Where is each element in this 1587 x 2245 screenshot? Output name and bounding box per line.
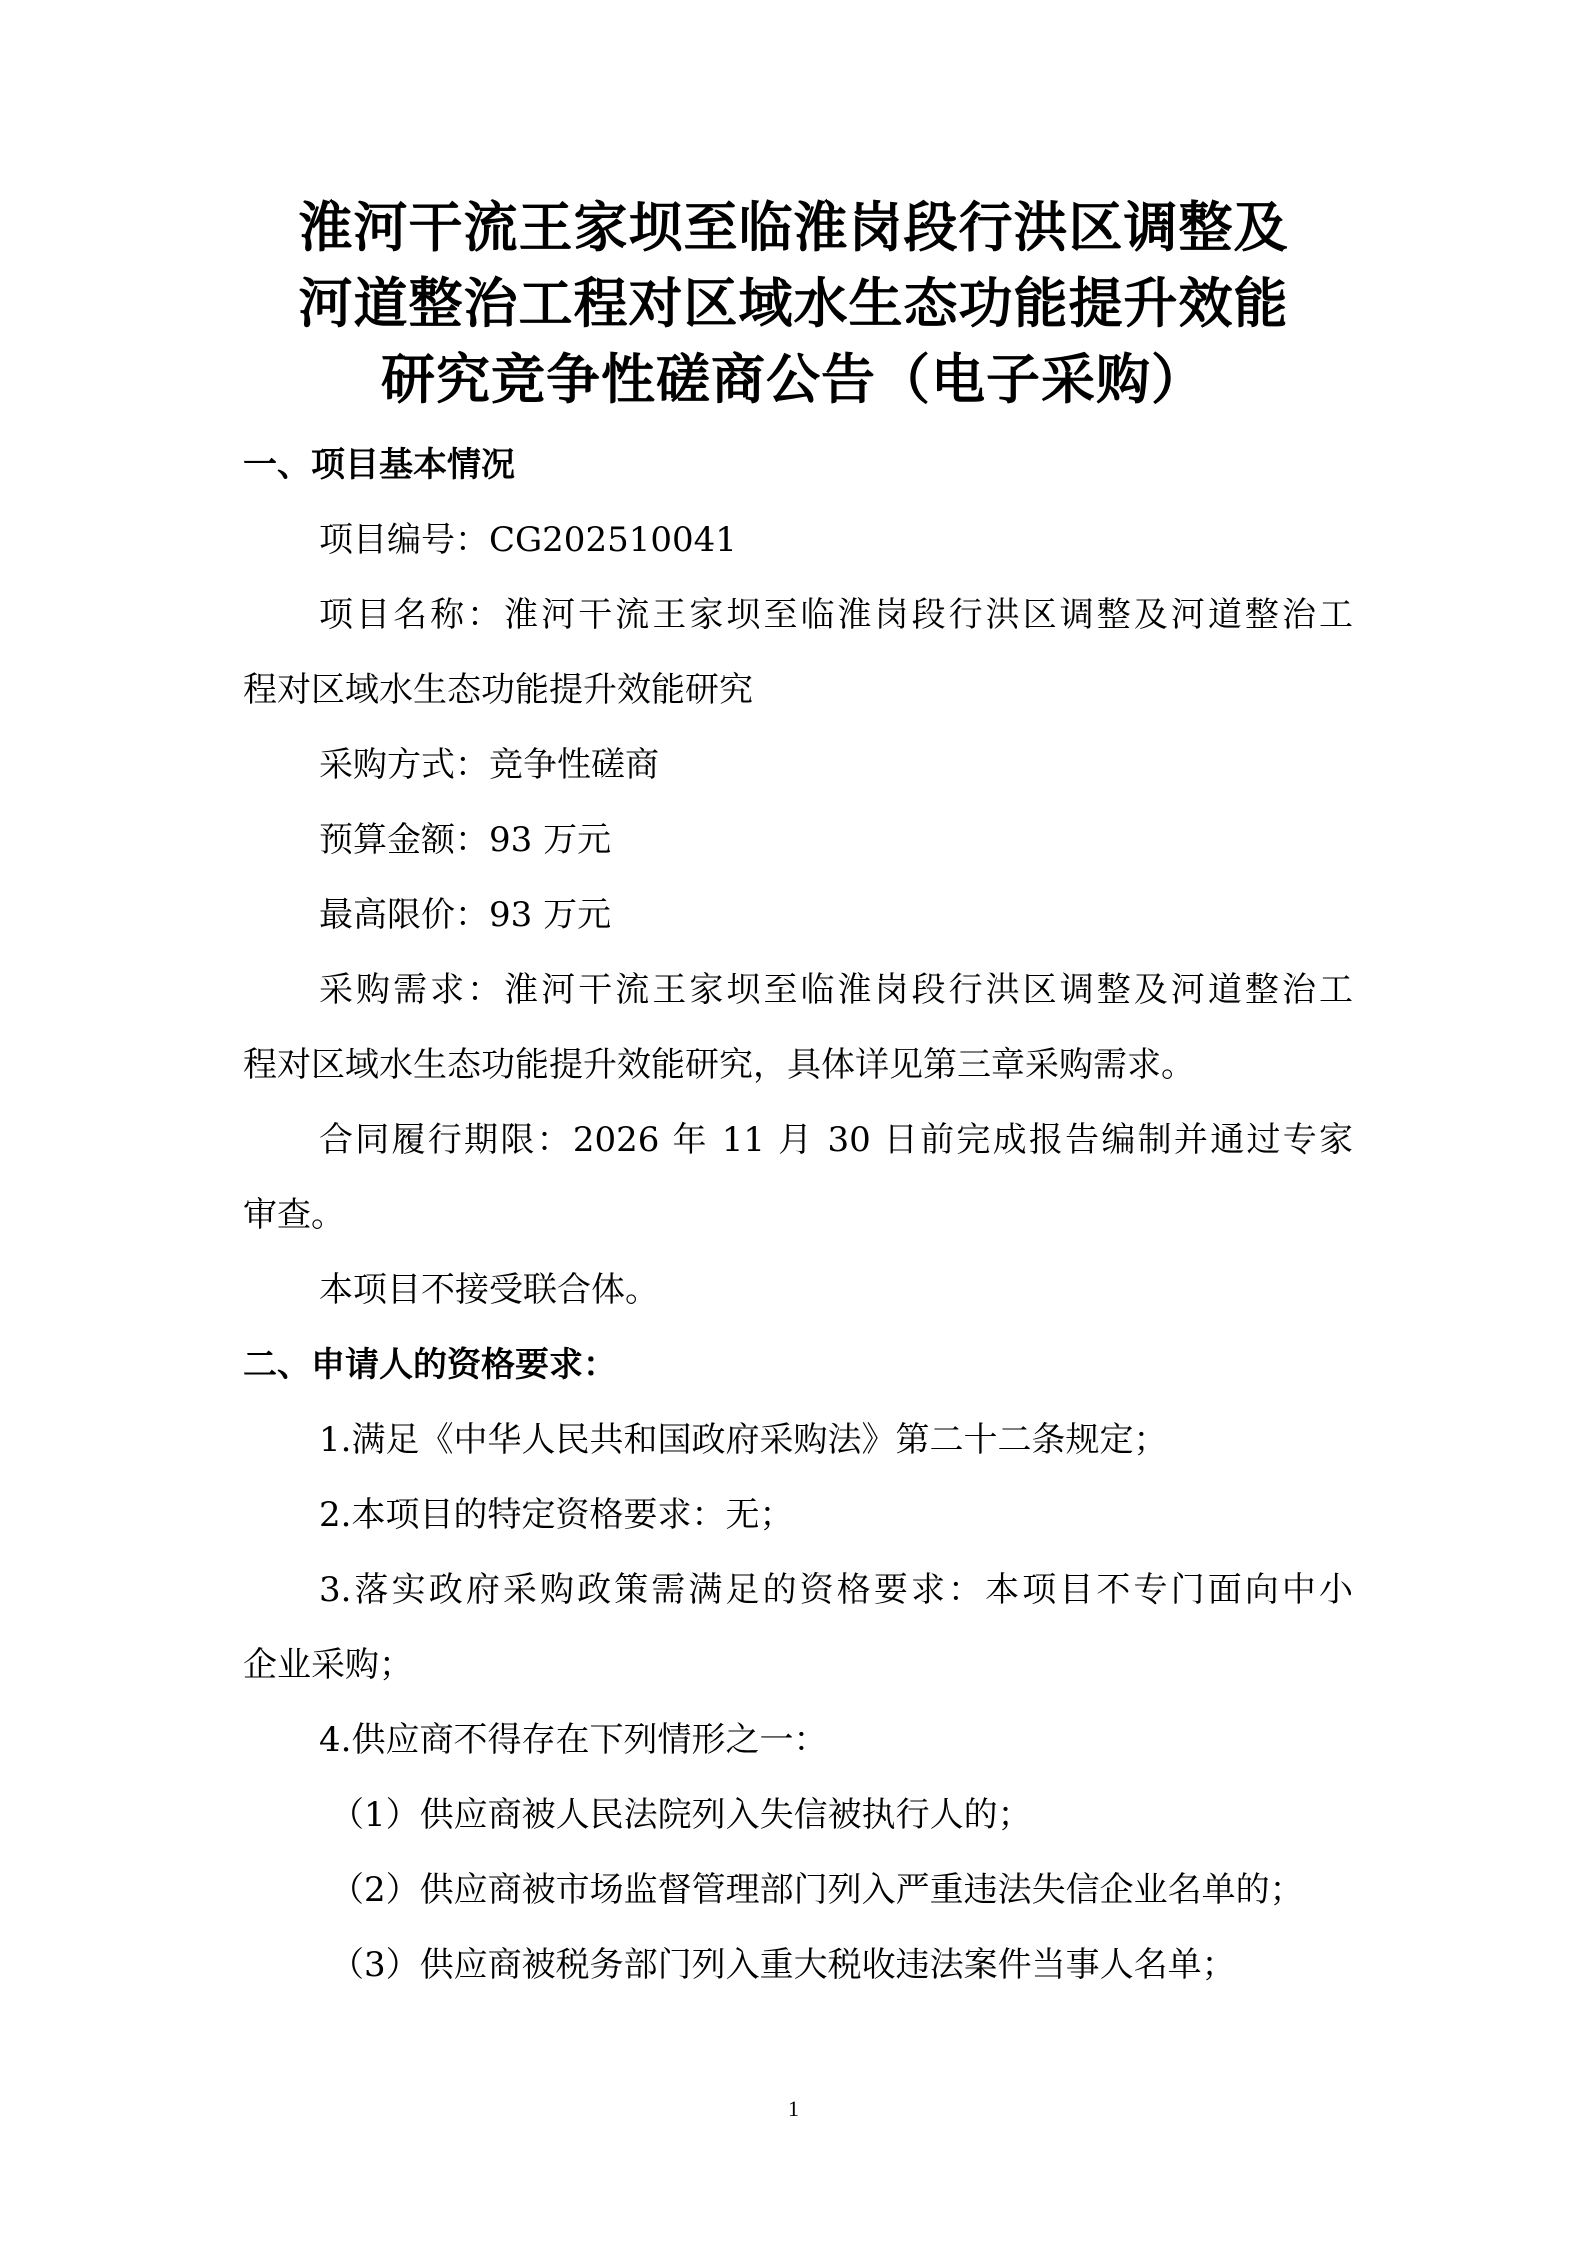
qualification-item-1: 1.满足《中华人民共和国政府采购法》第二十二条规定； (319, 1420, 1168, 1460)
exclusion-item-2: （2）供应商被市场监督管理部门列入严重违法失信企业名单的； (330, 1870, 1304, 1910)
contract-term-line-1: 合同履行期限：2026 年 11 月 30 日前完成报告编制并通过专家 (319, 1120, 1353, 1160)
title-line-2: 河道整治工程对区域水生态功能提升效能 (298, 272, 1289, 335)
contract-term-line-2: 审查。 (243, 1195, 345, 1235)
procurement-demand-line-2: 程对区域水生态功能提升效能研究，具体详见第三章采购需求。 (243, 1045, 1195, 1085)
procurement-demand-line-1: 采购需求：淮河干流王家坝至临淮岗段行洪区调整及河道整治工 (319, 970, 1353, 1010)
section1-heading: 一、项目基本情况 (243, 445, 515, 485)
procurement-method: 采购方式：竞争性磋商 (319, 745, 659, 785)
exclusion-item-1: （1）供应商被人民法院列入失信被执行人的； (330, 1795, 1032, 1835)
qualification-item-2: 2.本项目的特定资格要求：无； (319, 1495, 794, 1535)
budget-amount: 预算金额：93 万元 (319, 820, 612, 860)
consortium-note: 本项目不接受联合体。 (319, 1270, 659, 1310)
section2-heading: 二、申请人的资格要求： (243, 1345, 617, 1385)
project-number: 项目编号：CG202510041 (319, 520, 737, 560)
title-line-3: 研究竞争性磋商公告（电子采购） (381, 348, 1206, 411)
qualification-item-4: 4.供应商不得存在下列情形之一： (319, 1720, 828, 1760)
project-name-line-2: 程对区域水生态功能提升效能研究 (243, 670, 753, 710)
qualification-item-3-line-1: 3.落实政府采购政策需满足的资格要求：本项目不专门面向中小 (319, 1570, 1353, 1610)
page-number: 1 (788, 2096, 799, 2121)
qualification-item-3-line-2: 企业采购； (243, 1645, 413, 1685)
title-line-1: 淮河干流王家坝至临淮岗段行洪区调整及 (298, 196, 1289, 259)
exclusion-item-3: （3）供应商被税务部门列入重大税收违法案件当事人名单； (330, 1945, 1236, 1985)
project-name-line-1: 项目名称：淮河干流王家坝至临淮岗段行洪区调整及河道整治工 (319, 595, 1353, 635)
max-price: 最高限价：93 万元 (319, 895, 612, 935)
document-title (120, 190, 1467, 418)
